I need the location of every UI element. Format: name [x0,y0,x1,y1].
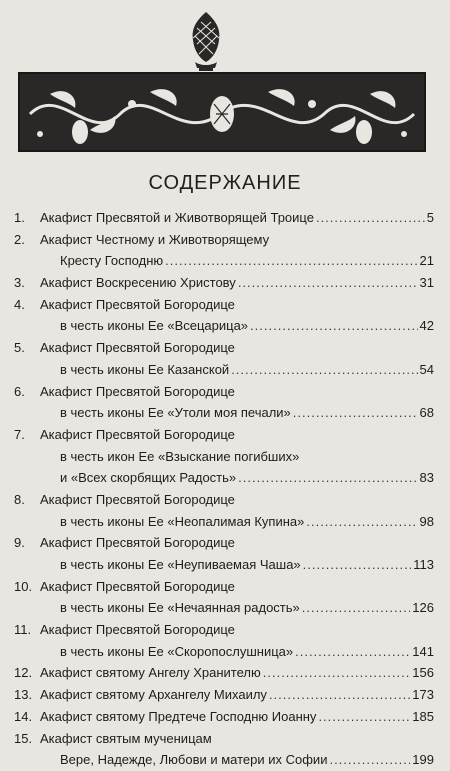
toc-title: в честь иконы Ее «Всецарица» [60,318,249,334]
toc-title: Акафист святому Архангелу Михаилу [40,687,267,703]
toc-page-number: 42 [419,318,434,334]
toc-entry [14,250,434,272]
toc-number: 8. [14,491,25,507]
toc-page-number: 21 [419,253,434,269]
toc-title: Акафист Пресвятой Богородице [40,426,235,442]
toc-page-number: 199 [412,752,434,768]
toc-number: 13. [14,687,33,703]
toc-title: Акафист святым мученицам [40,730,212,746]
toc-title: Акафист святому Предтече Господню Иоанну [40,708,317,724]
toc-title: Акафист Честному и Животворящему [40,231,270,247]
toc-entry [14,706,434,728]
toc-entry [14,684,434,706]
dot-leader [318,706,410,728]
dot-leader [302,597,411,619]
toc-title: Акафист Пресвятой Богородице [40,296,235,312]
toc-entry-line [14,728,434,750]
toc-entry [14,467,434,489]
toc-entry-line [14,489,434,511]
toc-number: 3. [14,275,25,291]
toc-title: Акафист Пресвятой Богородице [40,383,235,399]
dot-leader [231,359,417,381]
toc-entry-line [14,619,434,641]
toc-title: в честь иконы Ее «Утоли моя печали» [60,405,291,421]
toc-number: 4. [14,296,25,312]
ornament-banner [18,72,426,152]
toc-entry-line [14,576,434,598]
toc-entry-line [14,294,434,316]
dot-leader [306,511,417,533]
page-title: СОДЕРЖАНИЕ [148,172,302,194]
dot-leader [293,402,418,424]
toc-number: 6. [14,383,25,399]
toc-entry [14,272,434,294]
pinecone-finial-icon [185,10,227,72]
toc-number: 1. [14,210,25,225]
toc-title: Акафист Воскресению Христову [40,275,236,291]
toc-entry-line [14,446,434,468]
toc-page-number: 113 [413,557,434,572]
toc-title: в честь иконы Ее «Неопалимая Купина» [60,513,305,529]
toc-page-number: 173 [412,687,434,703]
toc-page-number: 185 [412,708,434,724]
toc-entry [14,662,434,684]
toc-title: Кресту Господню [60,253,164,269]
toc-title: Акафист Пресвятой Богородице [40,535,235,551]
toc-page-number: 83 [419,470,434,486]
dot-leader [238,272,418,294]
toc-number: 7. [14,426,25,442]
toc-title: в честь икон Ее «Взыскание погибших» [60,448,300,464]
toc-page-number: 68 [419,405,434,421]
toc-title: Акафист Пресвятой Богородице [40,622,235,638]
dot-leader [303,554,412,576]
dot-leader [295,641,410,663]
toc-number: 11. [14,622,32,638]
toc-page-number: 126 [412,600,434,616]
toc-entry [14,641,434,663]
toc-entry-line [14,229,434,251]
toc-entry-line [14,381,434,403]
toc-number: 10. [14,578,33,594]
table-of-contents [14,207,434,771]
toc-entry [14,597,434,619]
toc-title: Акафист Пресвятой Богородице [40,578,235,594]
dot-leader [329,749,410,771]
toc-page-number: 141 [412,643,434,659]
toc-number: 15. [14,730,33,746]
toc-page-number: 156 [412,665,434,681]
toc-entry [14,207,434,229]
toc-page-number: 54 [419,361,434,377]
toc-entry [14,359,434,381]
toc-title: Акафист святому Ангелу Хранителю [40,665,261,681]
toc-title: Акафист Пресвятой Богородице [40,491,235,507]
dot-leader [263,662,411,684]
toc-entry-line [14,424,434,446]
dot-leader [316,207,425,229]
toc-number: 2. [14,231,25,247]
toc-page-number: 98 [419,513,434,529]
toc-entry [14,402,434,424]
toc-entry [14,315,434,337]
toc-title: в честь иконы Ее «Нечаянная радость» [60,600,300,616]
toc-entry [14,511,434,533]
toc-entry-line [14,337,434,359]
dot-leader [269,684,410,706]
toc-title: в честь иконы Ее «Неупиваемая Чаша» [60,557,301,572]
toc-title: Вере, Надежде, Любови и матери их Софии [60,752,328,768]
toc-entry-line [14,532,434,554]
toc-title: и «Всех скорбящих Радость» [60,470,237,486]
toc-entry [14,554,434,576]
toc-number: 9. [14,535,25,551]
toc-page-number: 5 [426,210,434,225]
toc-number: 14. [14,708,33,724]
dot-leader [165,250,417,272]
dot-leader [250,315,417,337]
toc-number: 12. [14,665,33,681]
toc-title: Акафист Пресвятой и Животворящей Троице [40,210,314,225]
toc-entry [14,749,434,771]
toc-title: в честь иконы Ее Казанской [60,361,230,377]
toc-title: Акафист Пресвятой Богородице [40,340,235,356]
toc-number: 5. [14,340,25,356]
toc-title: в честь иконы Ее «Скоропослушница» [60,643,294,659]
dot-leader [238,467,417,489]
toc-page-number: 31 [419,275,434,291]
